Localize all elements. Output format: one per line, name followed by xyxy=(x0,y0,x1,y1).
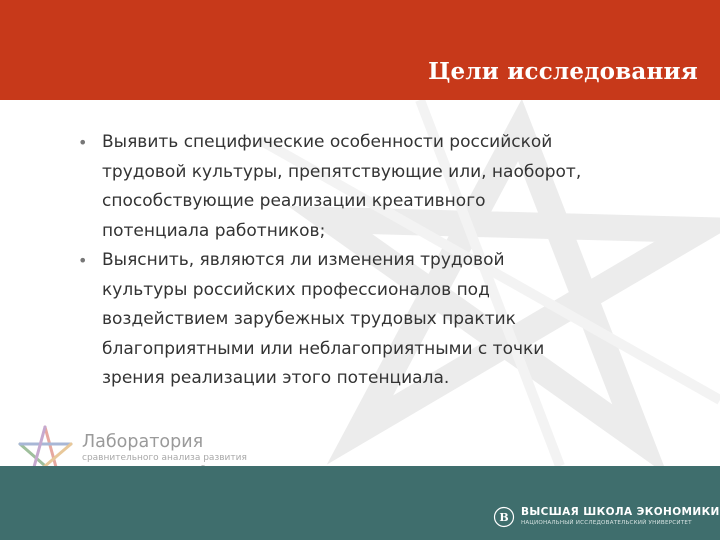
slide-title: Цели исследования xyxy=(428,58,698,85)
bullet-line: способствующие реализации креативного xyxy=(102,191,486,211)
bullet-dot: • xyxy=(78,133,88,152)
bullet-line: зрения реализации этого потенциала. xyxy=(102,368,450,388)
hse-emblem-icon xyxy=(493,506,515,528)
list-item xyxy=(78,246,598,394)
bullet-line: трудовой культуры, препятствующие или, наоборот, xyxy=(102,161,582,182)
footer-bar xyxy=(0,466,720,540)
university-subtitle: НАЦИОНАЛЬНЫЙ ИССЛЕДОВАТЕЛЬСКИЙ УНИВЕРСИТЕТ xyxy=(521,520,692,526)
objectives-list xyxy=(78,128,598,394)
bullet-line: благоприятными или неблагоприятными с точки xyxy=(102,338,545,359)
bullet-dot: • xyxy=(78,251,88,270)
bullet-line: Выявить специфические особенности российской xyxy=(102,132,553,152)
bullet-line: культуры российских профессионалов под xyxy=(102,279,490,300)
bullet-line: Выяснить, являются ли изменения трудовой xyxy=(102,250,505,270)
lab-subtitle-line1: сравнительного анализа развития xyxy=(82,453,247,463)
lab-title: Лаборатория xyxy=(82,432,204,452)
bullet-line: воздействием зарубежных трудовых практик xyxy=(102,309,516,329)
list-item xyxy=(78,128,598,246)
bullet-line: потенциала работников; xyxy=(102,220,326,241)
university-name: ВЫСШАЯ ШКОЛА ЭКОНОМИКИ xyxy=(521,506,720,518)
hse-emblem-letter: В xyxy=(499,511,509,524)
title-bar xyxy=(0,0,720,100)
